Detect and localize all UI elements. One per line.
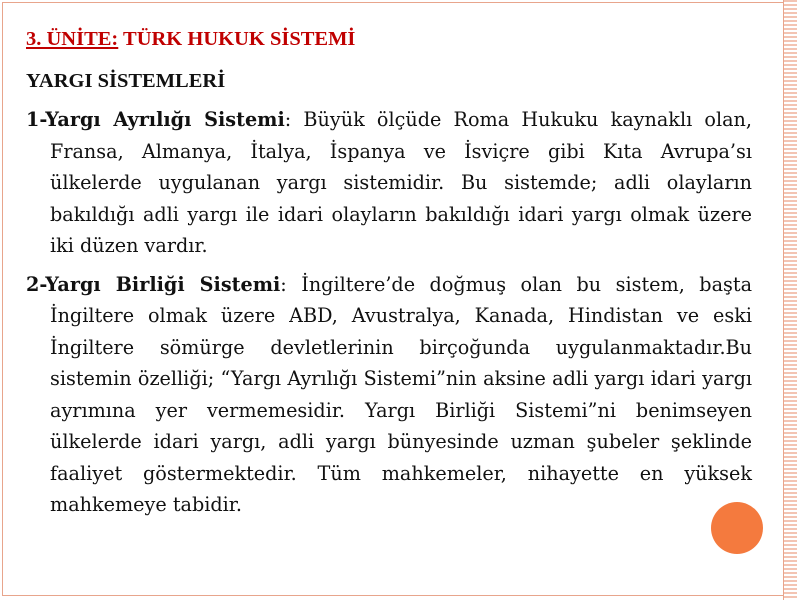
unit-title-text: TÜRK HUKUK SİSTEMİ bbox=[118, 28, 356, 50]
decorative-stripe bbox=[783, 0, 797, 600]
unit-title bbox=[26, 24, 752, 54]
paragraph-yargi-ayriligi bbox=[26, 104, 752, 262]
slide-content bbox=[26, 24, 752, 528]
term-yargi-ayriligi: 1-Yargı Ayrılığı Sistemi bbox=[26, 108, 285, 131]
text-yargi-birligi: : İngiltere’de doğmuş olan bu sistem, başta İngiltere olmak üzere ABD, Avustralya, Kanada, Hindistan ve eski İngiltere sömürge devletlerinin birçoğunda uygulanmaktadır.Bu sistemin özelliği; “Yargı Ayrılığı Sistemi”nin aksine adli yargı idari yargı ayrımına yer vermemesidir. Yargı Birliği Sistemi”ni benimseyen ülkelerde idari yargı, adli yargı bünyesinde uzman şubeler şeklinde faaliyet göstermektedir. Tüm mahkemeler, nihayette en yüksek mahkemeye tabidir. bbox=[50, 272, 753, 516]
unit-prefix: 3. ÜNİTE: bbox=[26, 28, 119, 50]
term-yargi-birligi: 2-Yargı Birliği Sistemi bbox=[26, 272, 281, 296]
section-title: YARGI SİSTEMLERİ bbox=[26, 70, 226, 92]
paragraph-yargi-birligi bbox=[26, 269, 752, 521]
text-yargi-ayriligi: : Büyük ölçüde Roma Hukuku kaynaklı olan, Fransa, Almanya, İtalya, İspanya ve İsviçre gibi Kıta Avrupa’sı ülkelerde uygulanan yargı sistemidir. Bu sistemde; adli olayların bakıldığı adli yargı ile idari olayların bakıldığı idari yargı olmak üzere iki düzen vardır. bbox=[50, 108, 752, 257]
